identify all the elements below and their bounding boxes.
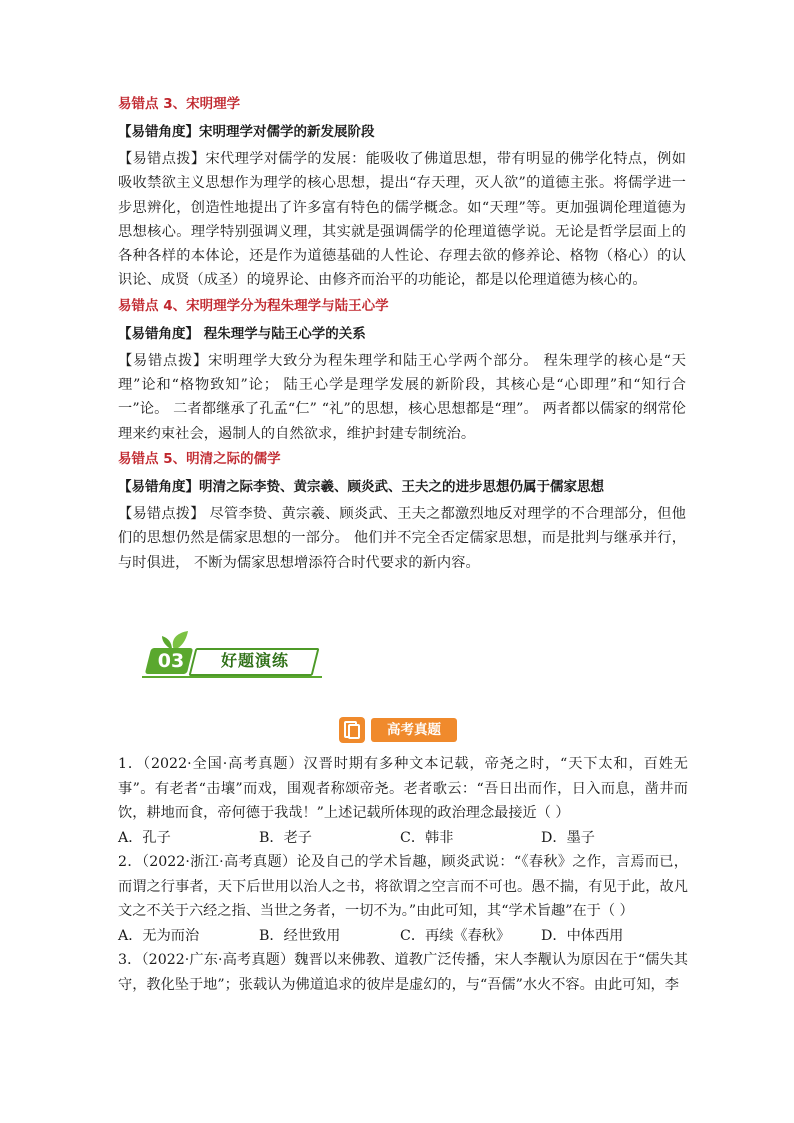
tip-paragraph-4 [118, 349, 686, 446]
error-points-section [118, 94, 686, 578]
tip-text: 宋明理学大致分为程朱理学和陆王心学两个部分。 程朱理学的核心是“天理”论和“格物致知”论； 陆王心学是理学发展的新阶段，其核心是“心即理”和“知行合一”论。 二者都继承了孔孟“仁” “礼”的思想，核心思想都是“理”。 两者都以儒家的纲常伦理来约束社会，遏制人的自然欲求，维护封建专制统治。 [118, 352, 686, 442]
angle-text: 程朱理学与陆王心学的关系 [199, 325, 366, 342]
banner-underline [142, 676, 322, 678]
tip-text: 尽管李贽、黄宗羲、顾炎武、王夫之都激烈地反对理学的不合理部分，但他们的思想仍然是儒家思想的一部分。 他们并不完全否定儒家思想，而是批判与继承并行，与时俱进， 不断为儒家思想增添符合时代要求的新内容。 [118, 505, 686, 571]
angle-label: 【易错角度】 [118, 124, 199, 140]
angle-line-3 [118, 122, 686, 142]
question-3: 3．（2022·广东·高考真题）魏晋以来佛教、道教广泛传播，宋人李觏认为原因在于“儒失其守，教化坠于地”；张载认为佛道追求的彼岸是虚幻的，与“吾儒”水火不容。由此可知，李 [118, 952, 688, 993]
gaokao-badge [339, 717, 459, 743]
tip-label: 【易错点拨】 [118, 505, 205, 522]
option-b[interactable]: B．老子 [259, 829, 312, 846]
question-2: 2．（2022·浙江·高考真题）论及自己的学术旨趣，顾炎武说：“《春秋》之作，言焉而已，而谓之行事者，天下后世用以治人之书，将欲谓之空言而不可也。愚不揣，有见于此，故凡文之不关于六经之指、当世之务者，一切不为。”由此可知，其“学术旨趣”在于（ ） [118, 854, 688, 919]
question-1-options [118, 826, 688, 851]
section-heading-3: 易错点 3、宋明理学 [118, 96, 241, 112]
option-d[interactable]: D．墨子 [541, 829, 595, 846]
tip-text: 宋代理学对儒学的发展：能吸收了佛道思想，带有明显的佛学化特点，例如吸收禁欲主义思想作为理学的核心思想，提出“存天理，灭人欲”的道德主张。将儒学进一步思辨化，创造性地提出了许多富有特色的儒学概念。如“天理”等。更加强调伦理道德为思想核心。理学特别强调义理，其实就是强调儒学的伦理道德学说。无论是哲学层面上的各种各样的本体论，还是作为道德基础的人性论、存理去欲的修养论、格物（格心）的认识论、成贤（成圣）的境界论、由修齐而治平的功能论，都是以伦理道德为核心的。 [118, 151, 686, 289]
angle-line-4 [118, 324, 686, 344]
document-icon [339, 717, 365, 743]
question-2-options [118, 924, 688, 949]
section-heading-5: 易错点 5、明清之际的儒学 [118, 450, 281, 467]
option-c[interactable]: C．再续《春秋》 [400, 927, 511, 944]
banner-number: 03 [157, 650, 185, 672]
tip-label: 【易错点拨】 [118, 151, 206, 167]
angle-label: 【易错角度】 [118, 325, 199, 342]
angle-text: 明清之际李贽、黄宗羲、顾炎武、王夫之的进步思想仍属于儒家思想 [199, 478, 604, 495]
option-a[interactable]: A．孔子 [118, 829, 171, 846]
angle-text: 宋明理学对儒学的新发展阶段 [199, 124, 375, 140]
tip-paragraph-5 [118, 502, 686, 575]
question-1: 1．（2022·全国·高考真题）汉晋时期有多种文本记载，帝尧之时，“天下太和，百姓无事”。有老者“击壤”而戏，围观者称颂帝尧。老者歌云：“吾日出而作，日入而息，凿井而饮，耕地而食，帝何德于我哉！”上述记载所体现的政治理念最接近（ ） [118, 756, 688, 821]
section-banner [148, 630, 328, 678]
option-a[interactable]: A．无为而治 [118, 927, 200, 944]
tip-paragraph-3 [118, 147, 686, 293]
tip-label: 【易错点拨】 [118, 352, 209, 369]
badge-label: 高考真题 [387, 722, 441, 738]
angle-label: 【易错角度】 [118, 478, 199, 495]
section-heading-4: 易错点 4、宋明理学分为程朱理学与陆王心学 [118, 297, 389, 314]
option-d[interactable]: D．中体西用 [541, 927, 624, 944]
question-list [118, 752, 688, 997]
option-b[interactable]: B．经世致用 [259, 927, 341, 944]
banner-title: 好题演练 [220, 651, 289, 670]
angle-line-5 [118, 477, 686, 497]
option-c[interactable]: C．韩非 [400, 829, 454, 846]
